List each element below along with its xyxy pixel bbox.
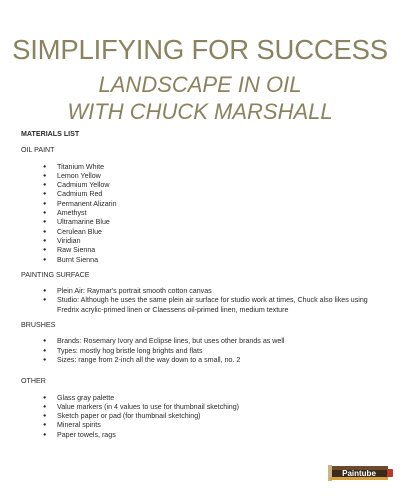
brushes-list	[21, 337, 391, 365]
logo-text: Paintube	[342, 469, 376, 478]
brushes-heading: BRUSHES	[21, 321, 56, 330]
list-item: ● Amethyst	[43, 209, 391, 218]
list-item: ● Plein Air: Raymar's portrait smooth cotton canvas	[43, 287, 391, 296]
subtitle-line-1: LANDSCAPE IN OIL	[98, 72, 302, 97]
list-item: ● Paper towels, rags	[43, 431, 391, 440]
list-item: ● Burnt Sienna	[43, 256, 391, 265]
oil-paint-list	[21, 163, 391, 265]
list-item: ● Titanium White	[43, 163, 391, 172]
list-item: ● Cerulean Blue	[43, 228, 391, 237]
list-item: ● Sizes: range from 2-inch all the way down to a small, no. 2	[43, 356, 391, 365]
list-item: ● Value markers (in 4 values to use for thumbnail sketching)	[43, 403, 391, 412]
materials-heading: MATERIALS LIST	[21, 130, 80, 138]
subtitle-line-2: WITH CHUCK MARSHALL	[67, 99, 333, 124]
list-item: ● Types: mostly hog bristle long brights and flats	[43, 347, 391, 356]
paintube-logo	[328, 462, 394, 484]
list-item: ● Cadmium Red	[43, 190, 391, 199]
materials-list	[21, 130, 391, 446]
list-item: ● Viridian	[43, 237, 391, 246]
list-item: ● Mineral spirits	[43, 421, 391, 430]
list-item: ● Lemon Yellow	[43, 172, 391, 181]
other-list	[21, 394, 391, 440]
painting-surface-heading: PAINTING SURFACE	[21, 270, 90, 279]
list-item: ● Cadmium Yellow	[43, 181, 391, 190]
list-item: ● Ultramarine Blue	[43, 218, 391, 227]
list-item: ● Brands: Rosemary Ivory and Eclipse lines, but uses other brands as well	[43, 337, 391, 346]
painting-surface-list	[21, 287, 391, 315]
paint-tube-icon	[328, 462, 394, 484]
list-item: ● Glass gray palette	[43, 394, 391, 403]
list-item: ● Raw Sienna	[43, 246, 391, 255]
list-item: ● Sketch paper or pad (for thumbnail sketching)	[43, 412, 391, 421]
other-heading: OTHER	[21, 377, 46, 386]
oil-paint-heading: OIL PAINT	[21, 146, 55, 155]
list-item: ● Studio: Although he uses the same plein air surface for studio work at times, Chuck also likes using Fredrix acrylic-primed linen or Claessens oil-primed linen, medium texture	[43, 296, 391, 315]
page-title: SIMPLIFYING FOR SUCCESS	[12, 34, 388, 65]
list-item: ● Permanent Alizarin	[43, 200, 391, 209]
